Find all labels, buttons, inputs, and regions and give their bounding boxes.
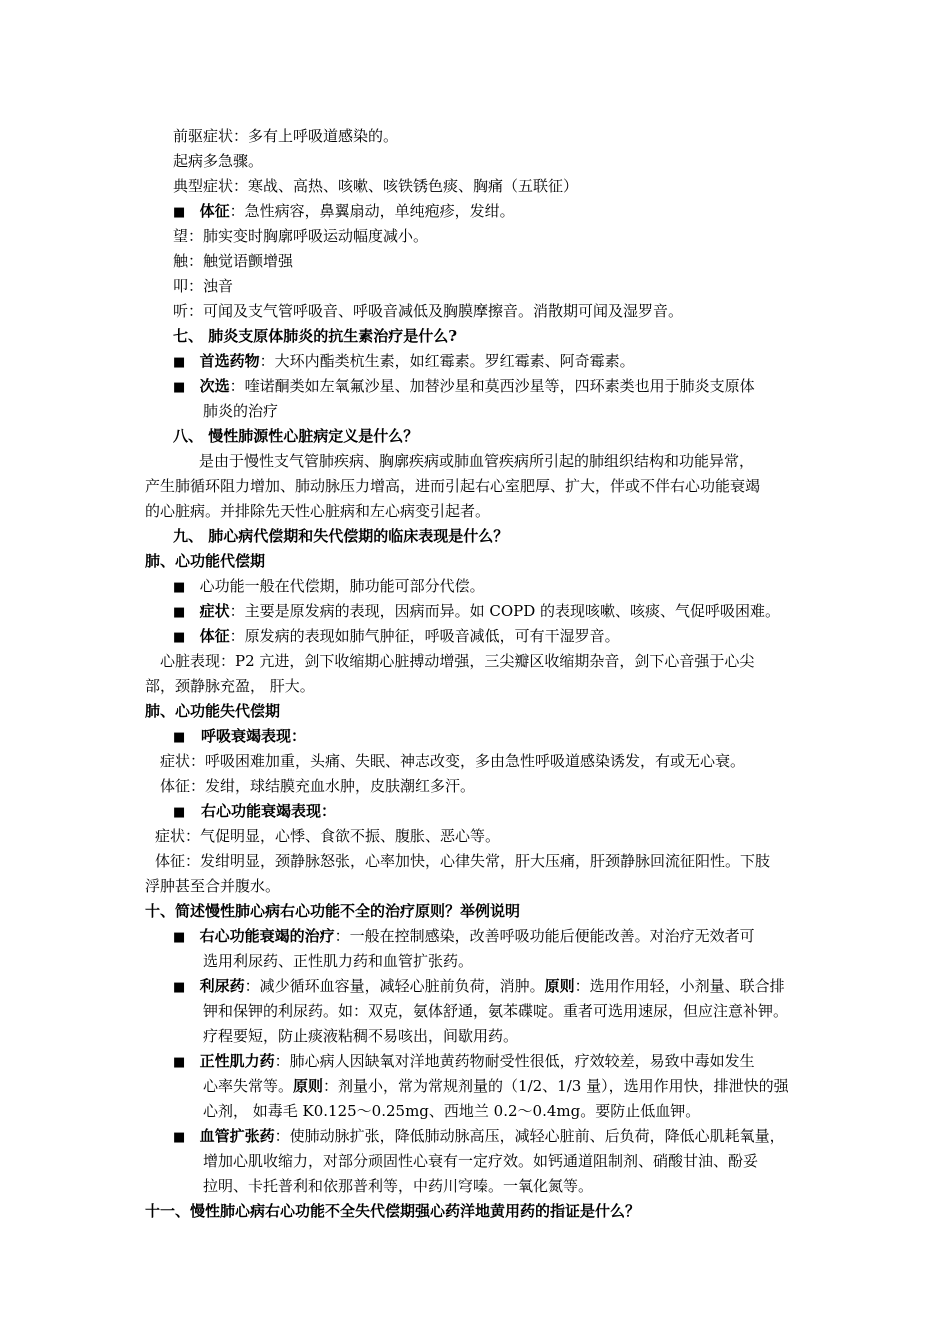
typical-symptoms: 典型症状：寒战、高热、咳嗽、咳铁锈色痰、胸痛（五联征） [173, 177, 579, 195]
q10-bullet-diuretics-cont-2: 疗程要短，防止痰液粘稠不易咳出，间歇用药。 [203, 1027, 519, 1045]
onset-line: 起病多急骤。 [173, 152, 264, 170]
bullet-icon: ■ [173, 980, 186, 995]
bullet-icon: ■ [173, 1055, 186, 1070]
q9-respiratory-symptoms: 症状：呼吸困难加重，头痛、失眠、神志改变，多由急性呼吸道感染诱发，有或无心衰。 [160, 752, 746, 770]
inspection-line: 望：肺实变时胸廓呼吸运动幅度减小。 [173, 227, 429, 245]
q9-right-heart-signs-line-2: 浮肿甚至合并腹水。 [145, 877, 281, 895]
bullet-icon: ■ [173, 1130, 186, 1145]
q9-bullet-heart-function: ■ 心功能一般在代偿期，肺功能可部分代偿。 [173, 577, 485, 595]
q9-bullet-signs: ■ 体征：原发病的表现如肺气肿征，呼吸音减低，可有干湿罗音。 [173, 627, 620, 645]
q8-heading: 八、 慢性肺源性心脏病定义是什么？ [173, 427, 419, 445]
bullet-icon: ■ [173, 930, 186, 945]
bullet-icon: ■ [173, 380, 186, 395]
q9-right-heart-symptoms: 症状：气促明显，心悸、食欲不振、腹胀、恶心等。 [155, 827, 501, 845]
q9-subheading-decompensated: 肺、心功能失代偿期 [145, 702, 281, 720]
bullet-icon: ■ [173, 805, 186, 820]
q9-subheading-compensated: 肺、心功能代偿期 [145, 552, 266, 570]
bullet-icon: ■ [173, 730, 186, 745]
q10-bullet-right-heart-treatment: ■ 右心功能衰竭的治疗：一般在控制感染，改善呼吸功能后便能改善。对治疗无效者可 [173, 927, 755, 945]
symptom-prodromal: 前驱症状：多有上呼吸道感染的。 [173, 127, 399, 145]
palpation-line: 触：触觉语颤增强 [173, 252, 294, 270]
q10-bullet-vasodilators-cont-1: 增加心肌收缩力，对部分顽固性心衰有一定疗效。如钙通道阻制剂、硝酸甘油、酚妥 [203, 1152, 759, 1170]
q10-bullet-diuretics-cont-1: 钾和保钾的利尿药。如：双克，氨体舒通，氨苯碟啶。重者可选用速尿，但应注意补钾。 [203, 1002, 789, 1020]
q11-heading: 十一、慢性肺心病右心功能不全失代偿期强心药洋地黄用药的指证是什么？ [145, 1202, 641, 1220]
bullet-icon: ■ [173, 630, 186, 645]
auscultation-line: 听：可闻及支气管呼吸音、呼吸音减低及胸膜摩擦音。消散期可闻及湿罗音。 [173, 302, 684, 320]
q9-bullet-right-heart-failure: ■ 右心功能衰竭表现： [173, 802, 336, 820]
q8-paragraph-line-3: 的心脏病。并排除先天性心脏病和左心病变引起者。 [145, 502, 491, 520]
q9-heart-signs-line-2: 部，颈静脉充盈， 肝大。 [145, 677, 315, 695]
bullet-icon: ■ [173, 355, 186, 370]
q9-heart-signs-line-1: 心脏表现：P2 亢进，剑下收缩期心脏搏动增强，三尖瓣区收缩期杂音，剑下心音强于心尖 [160, 652, 755, 670]
sign-bullet: ■ 体征：急性病容，鼻翼扇动，单纯疱疹，发绀。 [173, 202, 515, 220]
q10-bullet-inotropes-cont-1: 心率失常等。原则：剂量小，常为常规剂量的（1/2、1/3 量），选用作用快，排泄快的强 [203, 1077, 789, 1095]
q9-bullet-respiratory-failure: ■ 呼吸衰竭表现： [173, 727, 306, 745]
q9-heading: 九、 肺心病代偿期和失代偿期的临床表现是什么？ [173, 527, 509, 545]
q10-bullet-diuretics: ■ 利尿药：减少循环血容量，减轻心脏前负荷，消肿。原则：选用作用轻，小剂量、联合排 [173, 977, 785, 995]
q10-bullet-right-heart-treatment-cont: 选用利尿药、正性肌力药和血管扩张药。 [203, 952, 474, 970]
q9-bullet-symptoms: ■ 症状：主要是原发病的表现，因病而异。如 COPD 的表现咳嗽、咳痰、气促呼吸困难。 [173, 602, 781, 620]
bullet-icon: ■ [173, 205, 186, 220]
q8-paragraph-line-2: 产生肺循环阻力增加、肺动脉压力增高，进而引起右心室肥厚、扩大，伴或不伴右心功能衰竭 [145, 477, 761, 495]
q10-bullet-vasodilators: ■ 血管扩张药：使肺动脉扩张，降低肺动脉高压，减轻心脏前、后负荷，降低心肌耗氧量， [173, 1127, 785, 1145]
percussion-line: 叩：浊音 [173, 277, 234, 295]
q9-respiratory-signs: 体征：发绀，球结膜充血水肿，皮肤潮红多汗。 [160, 777, 476, 795]
q10-bullet-vasodilators-cont-2: 拉明、卡托普利和依那普利等，中药川穹嗪。一氧化氮等。 [203, 1177, 594, 1195]
q9-right-heart-signs-line-1: 体征：发绀明显，颈静脉怒张，心率加快，心律失常，肝大压痛，肝颈静脉回流征阳性。下肢 [155, 852, 771, 870]
q8-paragraph-line-1: 是由于慢性支气管肺疾病、胸廓疾病或肺血管疾病所引起的肺组织结构和功能异常， [199, 452, 755, 470]
q7-bullet-second-choice-cont: 肺炎的治疗 [203, 402, 279, 420]
q10-heading: 十、简述慢性肺心病右心功能不全的治疗原则？举例说明 [145, 902, 521, 920]
q10-bullet-inotropes-cont-2: 心剂， 如毒毛 K0.125～0.25mg、西地兰 0.2～0.4mg。要防止低血钾。 [203, 1102, 701, 1120]
q7-heading: 七、 肺炎支原体肺炎的抗生素治疗是什么? [173, 327, 458, 345]
q7-bullet-first-choice: ■ 首选药物：大环内酯类杭生素，如红霉素。罗红霉素、阿奇霉素。 [173, 352, 635, 370]
bullet-icon: ■ [173, 580, 186, 595]
q10-bullet-inotropes: ■ 正性肌力药：肺心病人因缺氧对洋地黄药物耐受性很低，疗效较差，易致中毒如发生 [173, 1052, 755, 1070]
bullet-icon: ■ [173, 605, 186, 620]
q7-bullet-second-choice: ■ 次选：喹诺酮类如左氧氟沙星、加替沙星和莫西沙星等，四环素类也用于肺炎支原体 [173, 377, 755, 395]
